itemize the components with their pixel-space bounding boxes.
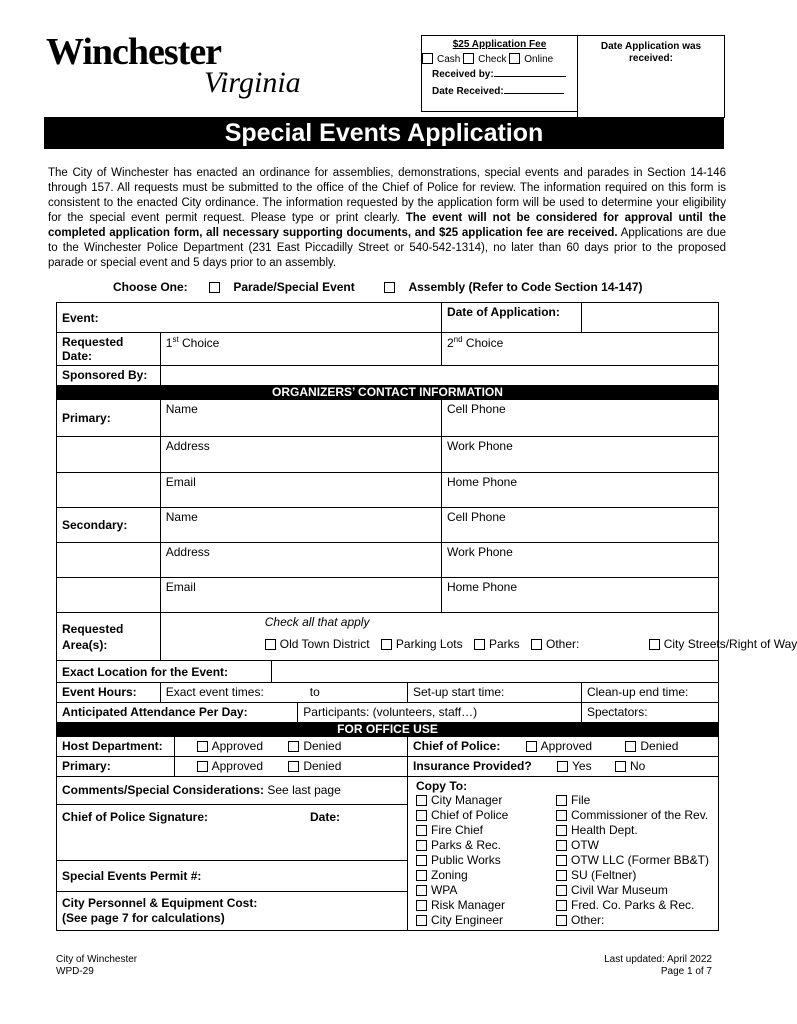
event-hours-label: Event Hours: <box>57 683 161 703</box>
copy-label: Parks & Rec. <box>430 838 502 852</box>
first-choice-sup: st <box>172 335 179 344</box>
requested-area-options <box>160 613 797 661</box>
copy-item <box>556 823 709 838</box>
footer-page: Page 1 of 7 <box>660 966 712 977</box>
check-label: Check <box>478 54 507 65</box>
copy-item <box>556 808 709 823</box>
copy-checkbox[interactable] <box>556 900 567 911</box>
comments-label: Comments/Special Considerations: <box>62 783 265 798</box>
primary-home-label: Home Phone <box>446 475 518 489</box>
primary-work-field[interactable] <box>441 437 718 473</box>
insurance-no-label: No <box>629 759 646 773</box>
copy-to-cell <box>407 777 718 931</box>
parks-checkbox[interactable] <box>474 639 485 650</box>
host-denied-checkbox[interactable] <box>288 741 299 752</box>
copy-label: Health Dept. <box>570 823 638 837</box>
choose-one-label: Choose One: <box>113 280 188 294</box>
copy-item <box>556 853 709 868</box>
primary-label: Primary: <box>57 400 161 437</box>
copy-label: City Manager <box>430 793 503 807</box>
copy-checkbox[interactable] <box>556 870 567 881</box>
copy-left-list <box>416 793 556 928</box>
footer-form-code: WPD-29 <box>56 966 94 977</box>
copy-label: Fire Chief <box>430 823 483 837</box>
comments-value: See last page <box>264 783 341 798</box>
secondary-email-field[interactable] <box>160 578 441 613</box>
footer-updated: Last updated: April 2022 <box>604 954 712 965</box>
requested-area-label: Requested Area(s): <box>57 613 161 661</box>
date-of-application-label: Date of Application: <box>441 303 581 333</box>
logo-winchester: Winchester <box>46 31 222 73</box>
copy-item <box>416 898 556 913</box>
setup-time-field[interactable] <box>407 683 581 703</box>
parade-label: Parade/Special Event <box>233 280 355 294</box>
cost-note: (See page 7 for calculations) <box>62 910 225 925</box>
cash-label: Cash <box>437 54 461 65</box>
cost-field[interactable] <box>57 891 408 930</box>
copy-checkbox[interactable] <box>416 825 427 836</box>
primary-email-label: Email <box>165 475 196 489</box>
chief-row <box>407 737 718 757</box>
copy-label: Civil War Museum <box>570 883 668 897</box>
secondary-cell-label: Cell Phone <box>446 510 506 524</box>
copy-to-label: Copy To: <box>415 779 468 793</box>
other-area-checkbox[interactable] <box>531 639 542 650</box>
copy-checkbox[interactable] <box>416 855 427 866</box>
sponsored-by-label: Sponsored By: <box>57 366 161 386</box>
old-town-checkbox[interactable] <box>265 639 276 650</box>
first-choice-text: Choice <box>178 336 220 350</box>
participants-label: Participants: (volunteers, staff…) <box>303 705 478 719</box>
copy-label: WPA <box>430 883 458 897</box>
host-denied-label: Denied <box>303 739 342 753</box>
primary-cell-field[interactable] <box>441 400 718 437</box>
check-all-label: Check all that apply <box>264 615 370 629</box>
copy-checkbox[interactable] <box>416 900 427 911</box>
primary-work-label: Work Phone <box>446 439 513 453</box>
choose-one-row <box>113 280 733 294</box>
copy-checkbox[interactable] <box>416 795 427 806</box>
copy-label: File <box>570 793 591 807</box>
primary-denied-label: Denied <box>303 759 342 773</box>
sponsored-by-field[interactable] <box>160 366 718 386</box>
second-choice-sup: nd <box>453 335 463 344</box>
chief-denied-checkbox[interactable] <box>625 741 636 752</box>
copy-label: City Engineer <box>430 913 504 927</box>
exact-location-field[interactable] <box>272 661 719 683</box>
copy-label: OTW <box>570 838 599 852</box>
copy-checkbox[interactable] <box>556 855 567 866</box>
permit-number-label: Special Events Permit #: <box>62 869 202 884</box>
other-area-label: Other: <box>545 637 580 651</box>
secondary-work-label: Work Phone <box>446 545 513 559</box>
intro-paragraph <box>48 166 726 271</box>
copy-item <box>416 808 556 823</box>
copy-checkbox[interactable] <box>416 840 427 851</box>
secondary-work-field[interactable] <box>441 543 718 578</box>
attendance-label: Anticipated Attendance Per Day: <box>57 703 298 723</box>
secondary-cell-field[interactable] <box>441 508 718 543</box>
exact-location-label: Exact Location for the Event: <box>57 661 272 683</box>
footer-right <box>604 954 712 978</box>
cash-checkbox[interactable] <box>422 53 433 64</box>
application-form <box>56 302 797 931</box>
old-town-label: Old Town District <box>279 637 370 651</box>
cleanup-time-field[interactable] <box>581 683 718 703</box>
footer-left <box>56 954 137 978</box>
chief-signature-label: Chief of Police Signature: <box>62 809 209 824</box>
first-choice-field[interactable] <box>160 333 441 366</box>
comments-field[interactable] <box>57 777 408 805</box>
copy-item <box>556 913 709 928</box>
fee-title: $25 Application Fee <box>452 39 547 50</box>
copy-item <box>416 868 556 883</box>
intro-text-1: The City of Winchester has enacted an ordinance for assemblies, demonstrations, special events and parades in Section 14-146 through 157. All requests must be submitted to the office of the Chief of Police for review. The information required on this form is consistent to the enacted City ordinance. The information requested by the application form will be used to determine your eligibility for the special event permit request. Please type or print clearly. <box>48 167 726 224</box>
received-by-label: Received by: <box>432 69 494 80</box>
assembly-checkbox[interactable] <box>384 282 395 293</box>
exact-times-label: Exact event times: <box>165 685 264 699</box>
secondary-home-field[interactable] <box>441 578 718 613</box>
date-received-field[interactable] <box>504 93 564 94</box>
copy-item <box>416 823 556 838</box>
host-approved-label: Approved <box>211 739 263 753</box>
spectators-label: Spectators: <box>586 705 648 719</box>
page-title: Special Events Application <box>44 117 724 149</box>
copy-checkbox[interactable] <box>556 825 567 836</box>
event-label: Event: <box>62 310 99 325</box>
parking-lots-checkbox[interactable] <box>381 639 392 650</box>
primary-office-label: Primary: <box>57 757 175 777</box>
spectators-field[interactable] <box>581 703 718 723</box>
event-field[interactable] <box>57 303 442 333</box>
check-checkbox[interactable] <box>463 53 474 64</box>
logo-virginia: Virginia <box>204 66 301 99</box>
copy-checkbox[interactable] <box>556 810 567 821</box>
chief-approved-label: Approved <box>540 739 593 753</box>
copy-item <box>416 838 556 853</box>
date-received-box-label: Date Application was received: <box>600 41 702 64</box>
insurance-no-checkbox[interactable] <box>615 761 626 772</box>
parade-checkbox[interactable] <box>209 282 220 293</box>
secondary-address-label: Address <box>165 545 210 559</box>
date-received-label: Date Received: <box>432 86 504 97</box>
primary-name-field[interactable] <box>160 400 441 437</box>
date-received-box <box>577 35 725 118</box>
copy-item <box>556 838 709 853</box>
primary-home-field[interactable] <box>441 473 718 508</box>
copy-label: Chief of Police <box>430 808 509 822</box>
intro-bold: The event will not be considered for approval until the completed application form, all necessary supporting documents, and $25 application fee are received. <box>48 212 726 239</box>
primary-cell-label: Cell Phone <box>446 402 506 416</box>
host-dept-options <box>174 737 407 757</box>
city-streets-checkbox[interactable] <box>649 639 660 650</box>
copy-label: Public Works <box>430 853 501 867</box>
copy-label: Zoning <box>430 868 468 882</box>
copy-right-list <box>556 793 709 928</box>
footer-city: City of Winchester <box>56 954 138 965</box>
host-dept-label: Host Department: <box>57 737 175 757</box>
copy-item <box>416 793 556 808</box>
organizers-header: ORGANIZERS’ CONTACT INFORMATION <box>57 386 719 400</box>
copy-label: SU (Feltner) <box>570 868 637 882</box>
logo <box>46 30 301 99</box>
second-choice-field[interactable] <box>441 333 718 366</box>
secondary-label: Secondary: <box>57 508 161 543</box>
primary-name-label: Name <box>165 402 198 416</box>
second-choice-num: 2 <box>446 336 454 350</box>
intro-text-2: Applications are due to the Winchester Police Department (231 East Piccadilly Street or 540-542-1314), no later than 60 days prior to the proposed parade or special event and 5 days prior to an assembly. <box>48 227 726 269</box>
first-choice-num: 1 <box>165 336 173 350</box>
primary-address-field[interactable] <box>160 437 441 473</box>
copy-item <box>556 793 709 808</box>
secondary-name-label: Name <box>165 510 198 524</box>
copy-checkbox[interactable] <box>556 795 567 806</box>
secondary-name-field[interactable] <box>160 508 441 543</box>
fee-box <box>421 35 578 112</box>
insurance-row <box>407 757 718 777</box>
copy-label: Commissioner of the Rev. <box>570 808 709 822</box>
assembly-label: Assembly (Refer to Code Section 14-147) <box>408 280 643 294</box>
exact-times-field[interactable] <box>160 683 407 703</box>
second-choice-text: Choice <box>462 336 504 350</box>
insurance-yes-checkbox[interactable] <box>557 761 568 772</box>
setup-time-label: Set-up start time: <box>412 685 505 699</box>
primary-email-field[interactable] <box>160 473 441 508</box>
primary-approved-label: Approved <box>211 759 263 773</box>
online-checkbox[interactable] <box>509 53 520 64</box>
copy-checkbox[interactable] <box>556 915 567 926</box>
copy-item <box>416 883 556 898</box>
primary-denied-checkbox[interactable] <box>288 761 299 772</box>
copy-checkbox[interactable] <box>556 885 567 896</box>
to-label: to <box>309 685 320 699</box>
copy-label: Risk Manager <box>430 898 506 912</box>
copy-checkbox[interactable] <box>416 915 427 926</box>
copy-checkbox[interactable] <box>416 870 427 881</box>
secondary-address-field[interactable] <box>160 543 441 578</box>
copy-item <box>416 853 556 868</box>
copy-item <box>556 898 709 913</box>
parks-label: Parks <box>488 637 520 651</box>
city-streets-label: City Streets/Right of Way <box>663 637 797 651</box>
parking-lots-label: Parking Lots <box>395 637 463 651</box>
received-by-field[interactable] <box>494 76 566 77</box>
copy-label: OTW LLC (Former BB&T) <box>570 853 709 867</box>
online-label: Online <box>524 54 554 65</box>
copy-label: Fred. Co. Parks & Rec. <box>570 898 695 912</box>
insurance-label: Insurance Provided? <box>412 759 532 773</box>
host-approved-checkbox[interactable] <box>197 741 208 752</box>
copy-checkbox[interactable] <box>556 840 567 851</box>
chief-signature-field[interactable] <box>57 804 408 860</box>
chief-approved-checkbox[interactable] <box>526 741 537 752</box>
chief-label: Chief of Police: <box>412 739 501 753</box>
signature-date-label: Date: <box>310 809 341 824</box>
insurance-yes-label: Yes <box>572 759 592 773</box>
cost-label: City Personnel & Equipment Cost: <box>62 895 258 910</box>
requested-date-label: Requested Date: <box>57 333 161 366</box>
secondary-home-label: Home Phone <box>446 580 518 594</box>
permit-number-field[interactable] <box>57 861 408 892</box>
copy-label: Other: <box>570 913 605 927</box>
office-use-header: FOR OFFICE USE <box>57 723 719 737</box>
primary-approved-checkbox[interactable] <box>197 761 208 772</box>
cleanup-time-label: Clean-up end time: <box>586 685 689 699</box>
secondary-email-label: Email <box>165 580 196 594</box>
copy-item <box>416 913 556 928</box>
primary-office-options <box>174 757 407 777</box>
copy-checkbox[interactable] <box>416 885 427 896</box>
chief-denied-label: Denied <box>640 739 679 753</box>
copy-checkbox[interactable] <box>416 810 427 821</box>
copy-item <box>556 883 709 898</box>
participants-field[interactable] <box>298 703 582 723</box>
primary-address-label: Address <box>165 439 210 453</box>
date-of-application-field[interactable] <box>581 303 718 333</box>
copy-item <box>556 868 709 883</box>
